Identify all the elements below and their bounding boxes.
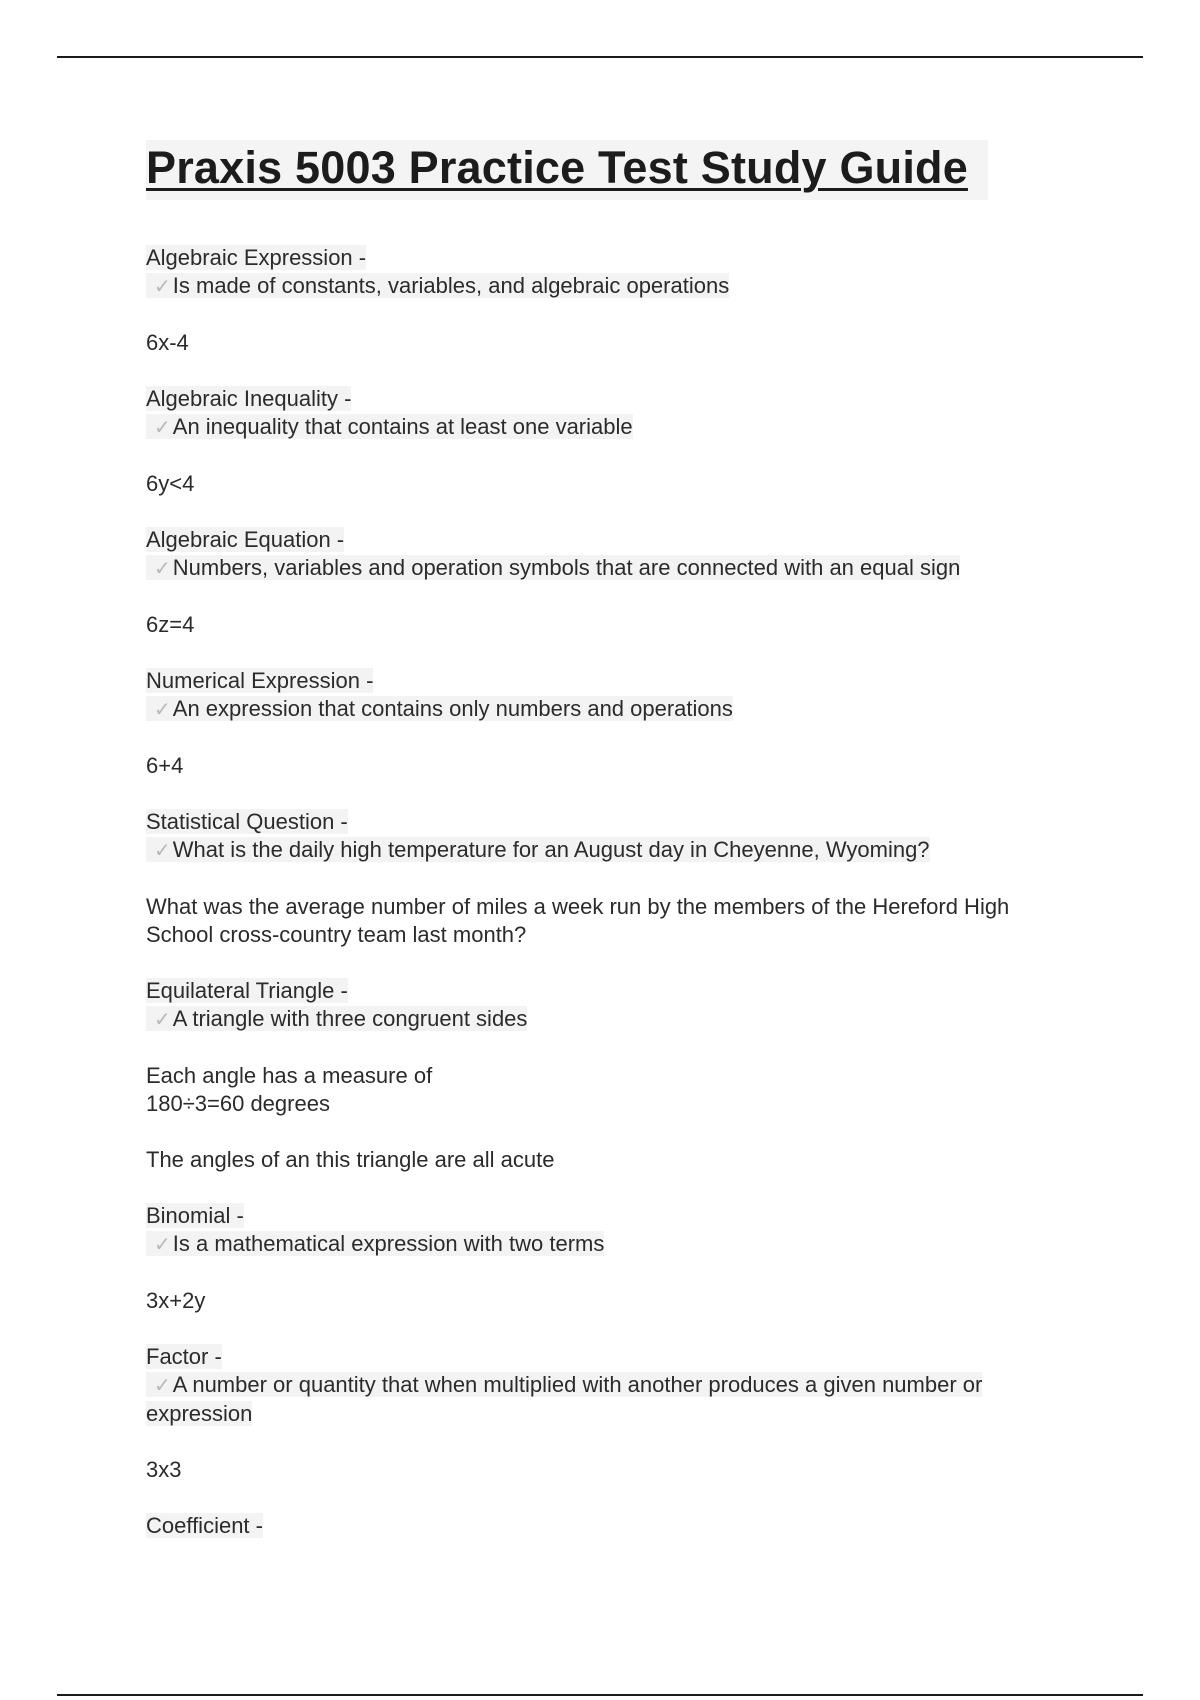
entry-term: [146, 526, 1066, 554]
entry-term: [146, 1202, 1066, 1230]
entry-definition: [146, 695, 1066, 724]
entry-list: [146, 244, 1066, 1540]
entry-definition-text: Numbers, variables and operation symbols that are connected with an equal sign: [172, 555, 961, 580]
entry-definition: [146, 1005, 1066, 1034]
entry-example-text: 3x+2y: [146, 1288, 206, 1313]
entry-definition: [146, 554, 1066, 583]
entry-term-text: Algebraic Expression -: [146, 245, 367, 270]
page-title: Praxis 5003 Practice Test Study Guide: [146, 140, 988, 200]
checkmark-icon: ✓: [154, 558, 171, 580]
entry-definition: [146, 413, 1066, 442]
entry-example: [146, 752, 1066, 780]
entry-definition-text: Is a mathematical expression with two terms: [172, 1231, 605, 1256]
entry-example: [146, 893, 1066, 949]
glossary-entry: [146, 1202, 1066, 1315]
entry-example: [146, 1146, 1066, 1174]
entry-definition: [146, 836, 1066, 865]
checkmark-icon: ✓: [154, 1375, 171, 1397]
entry-definition: [146, 1230, 1066, 1259]
entry-term: [146, 667, 1066, 695]
glossary-entry: [146, 1343, 1066, 1484]
entry-example: [146, 1456, 1066, 1484]
entry-example: [146, 329, 1066, 357]
document-body: [146, 140, 1066, 1540]
glossary-entry: [146, 244, 1066, 357]
entry-definition-text: A triangle with three congruent sides: [172, 1006, 528, 1031]
entry-term-text: Binomial -: [146, 1203, 244, 1228]
glossary-entry: [146, 808, 1066, 949]
entry-example-text: 6y<4: [146, 471, 195, 496]
checkmark-icon: ✓: [154, 840, 171, 862]
checkmark-icon: ✓: [154, 417, 171, 439]
entry-definition-text: An expression that contains only numbers and operations: [172, 696, 733, 721]
entry-term: [146, 808, 1066, 836]
entry-term: [146, 977, 1066, 1005]
entry-term-text: Algebraic Equation -: [146, 527, 345, 552]
entry-term: [146, 385, 1066, 413]
entry-example: [146, 470, 1066, 498]
checkmark-icon: ✓: [154, 1009, 171, 1031]
entry-definition-text: A number or quantity that when multiplied with another produces a given number or expression: [146, 1372, 983, 1426]
entry-example-text: 6+4: [146, 753, 184, 778]
entry-example-text: What was the average number of miles a week run by the members of the Hereford High School cross-country team last month?: [146, 894, 1010, 947]
top-rule: [57, 56, 1143, 58]
checkmark-icon: ✓: [154, 1234, 171, 1256]
entry-example-text: 6z=4: [146, 612, 195, 637]
entry-definition-text: Is made of constants, variables, and algebraic operations: [172, 273, 730, 298]
entry-definition-text: An inequality that contains at least one variable: [172, 414, 633, 439]
entry-example-text: The angles of an this triangle are all acute: [146, 1147, 555, 1172]
glossary-entry: [146, 526, 1066, 639]
entry-term-text: Numerical Expression -: [146, 668, 374, 693]
glossary-entry: [146, 385, 1066, 498]
entry-example-text: 3x3: [146, 1457, 182, 1482]
entry-term-text: Equilateral Triangle -: [146, 978, 348, 1003]
entry-definition: [146, 272, 1066, 301]
entry-term-text: Statistical Question -: [146, 809, 348, 834]
glossary-entry: [146, 977, 1066, 1174]
entry-example: [146, 1287, 1066, 1315]
glossary-entry: [146, 1512, 1066, 1540]
entry-example: [146, 611, 1066, 639]
entry-example-text: Each angle has a measure of 180÷3=60 degrees: [146, 1063, 433, 1116]
entry-example: [146, 1062, 1066, 1118]
entry-definition-text: What is the daily high temperature for an August day in Cheyenne, Wyoming?: [172, 837, 930, 862]
entry-term: [146, 1343, 1066, 1371]
entry-term-text: Algebraic Inequality -: [146, 386, 352, 411]
glossary-entry: [146, 667, 1066, 780]
bottom-rule: [57, 1694, 1143, 1696]
checkmark-icon: ✓: [154, 699, 171, 721]
entry-term-text: Coefficient -: [146, 1513, 263, 1538]
entry-definition: [146, 1371, 1066, 1428]
entry-term: [146, 1512, 1066, 1540]
entry-term-text: Factor -: [146, 1344, 222, 1369]
entry-example-text: 6x-4: [146, 330, 189, 355]
checkmark-icon: ✓: [154, 276, 171, 298]
entry-term: [146, 244, 1066, 272]
